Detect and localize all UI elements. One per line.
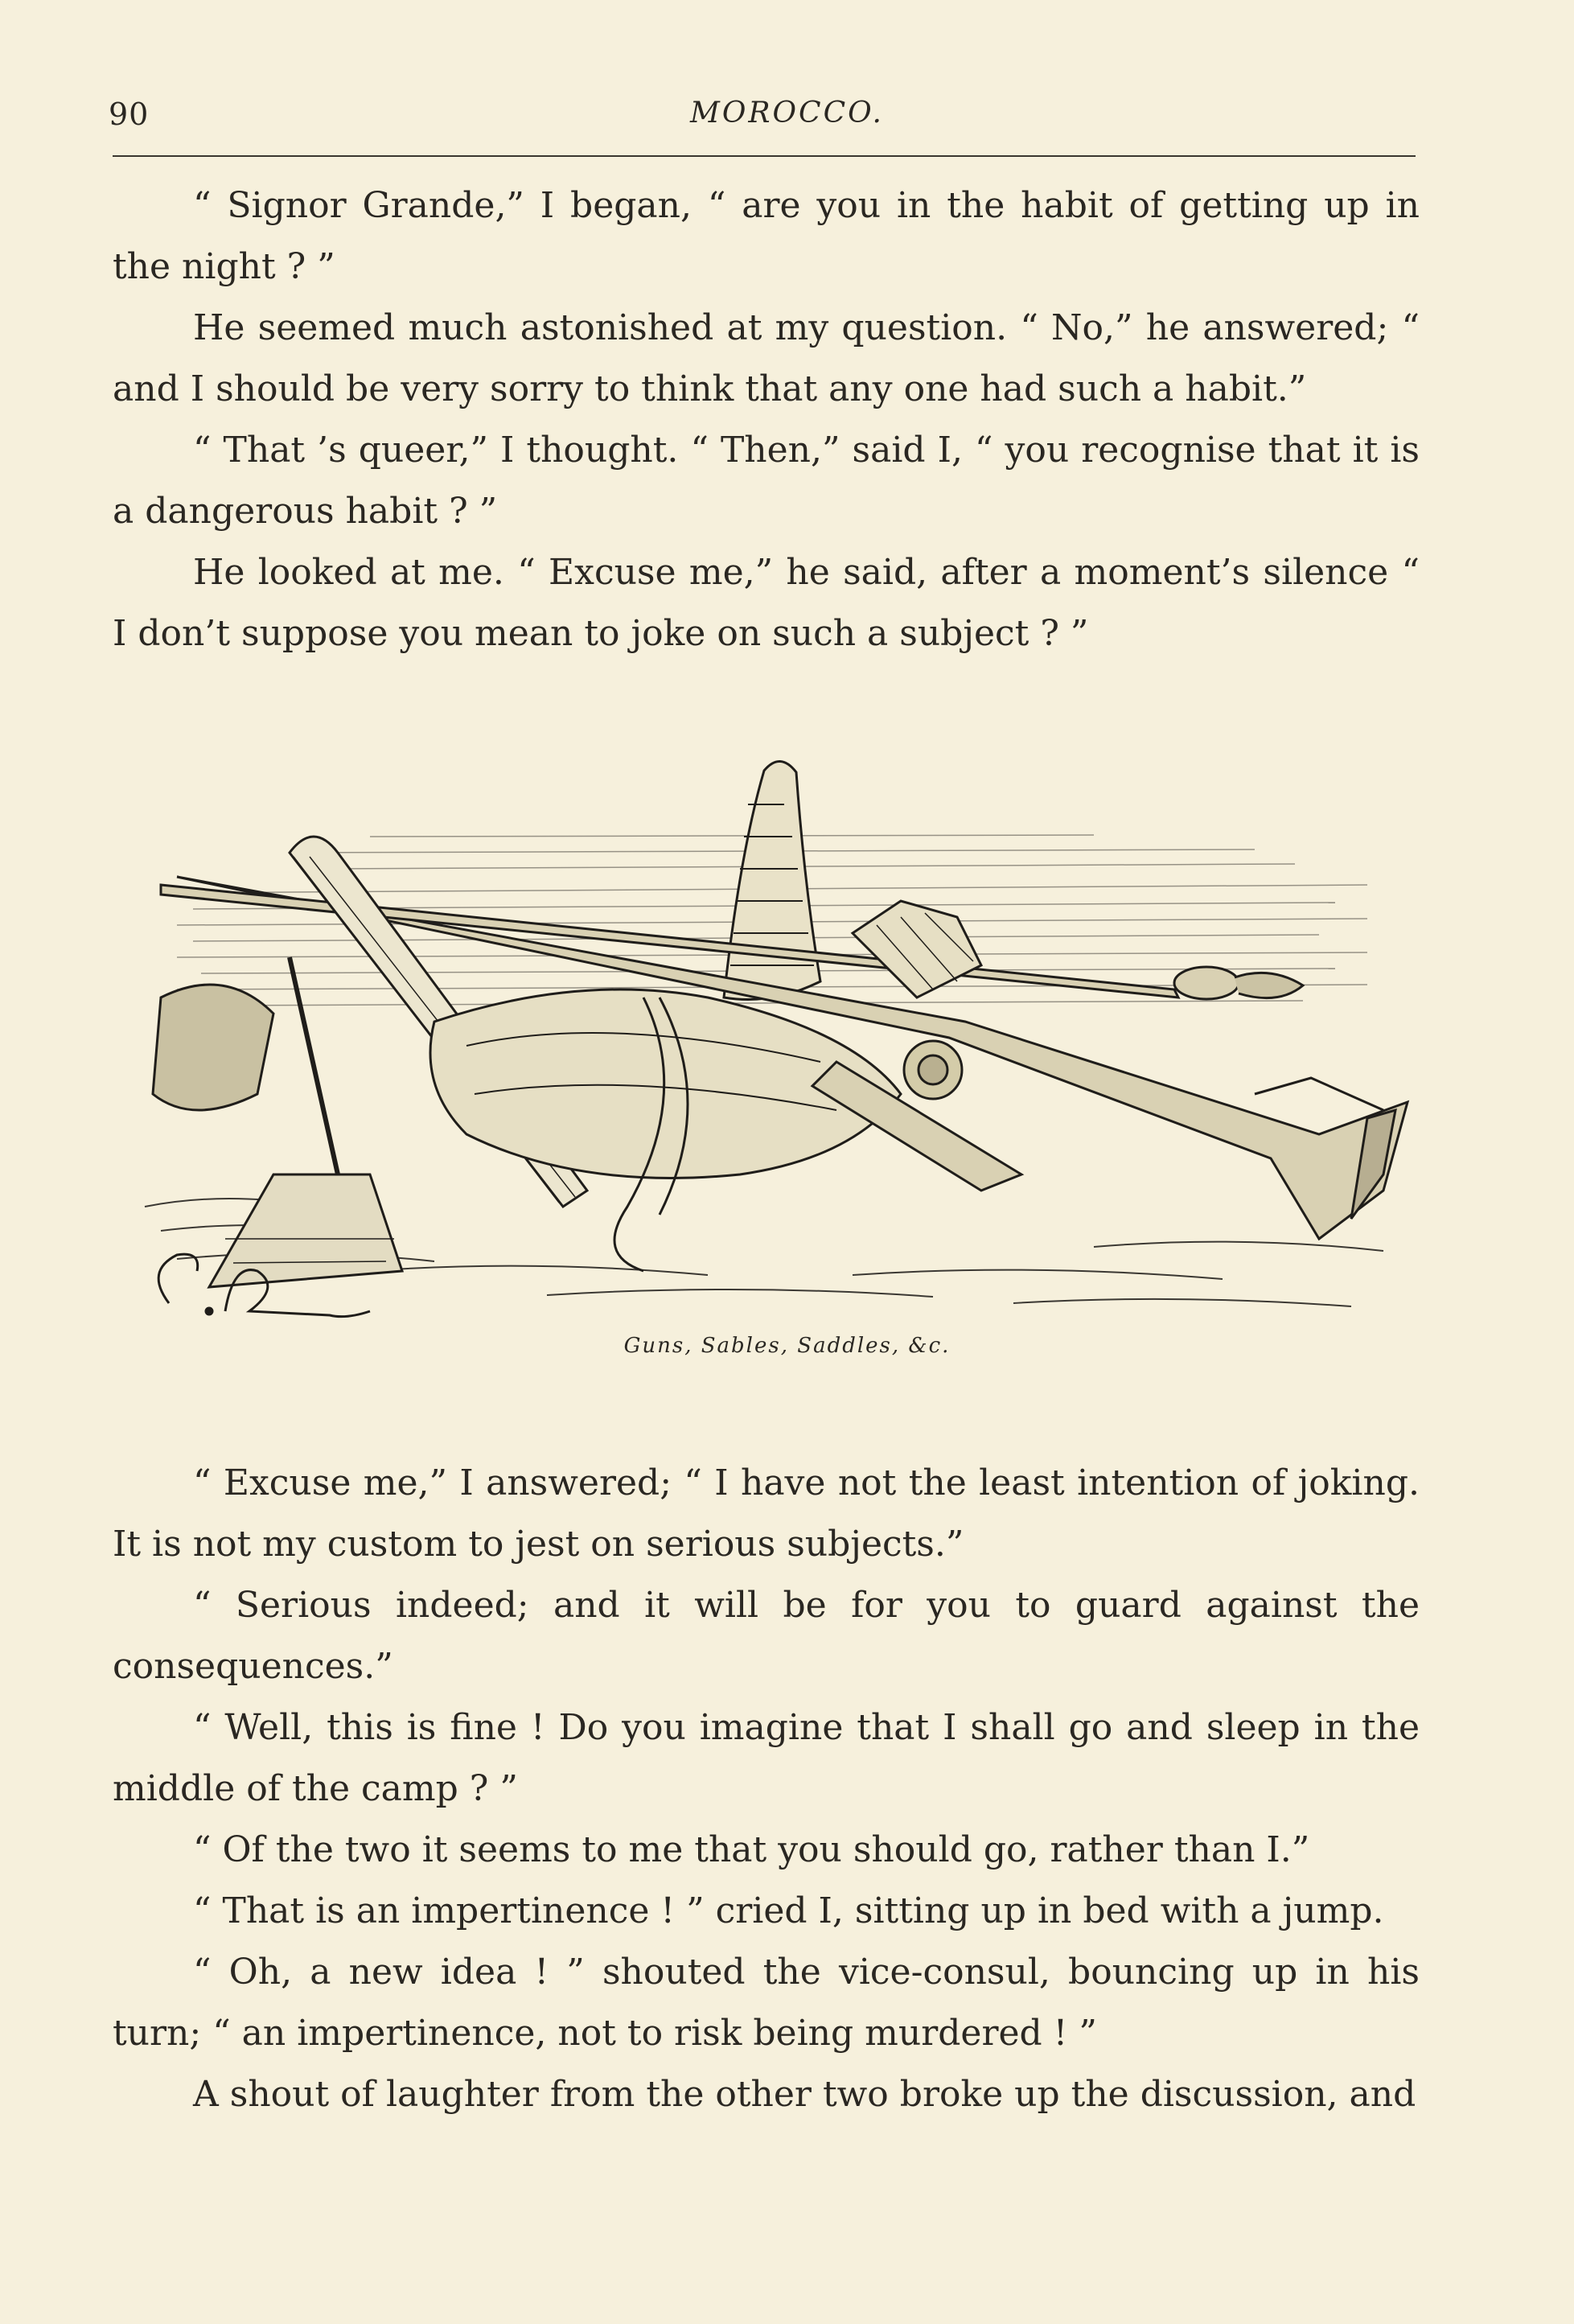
paragraph: A shout of laughter from the other two broke up the discussion, and	[193, 2074, 1416, 2115]
body-text-top	[113, 175, 1420, 664]
paragraph: “ Serious indeed; and it will be for you to guard against the consequences.”	[113, 1585, 1420, 1687]
paragraph: “ Signor Grande,” I began, “ are you in the habit of getting up in the night ? ”	[113, 185, 1420, 287]
paragraph: “ Well, this is fine ! Do you imagine that I shall go and sleep in the middle of the camp ? ”	[113, 1707, 1420, 1809]
paragraph: “ Oh, a new idea ! ” shouted the vice-consul, bouncing up in his turn; “ an impertinence, not to risk being murdered ! ”	[113, 1952, 1420, 2054]
paragraph: “ That ’s queer,” I thought. “ Then,” said I, “ you recognise that it is a dangerous habit ? ”	[113, 430, 1420, 532]
page-number: 90	[109, 97, 150, 132]
body-text-bottom	[113, 1453, 1420, 2125]
header-rule	[113, 155, 1416, 157]
running-head: MOROCCO.	[690, 97, 884, 130]
saddle-horn	[724, 761, 820, 999]
illustration-caption: Guns, Sables, Saddles, &c.	[623, 1334, 951, 1358]
engraving-illustration	[129, 756, 1416, 1335]
paragraph: “ Of the two it seems to me that you should go, rather than I.”	[193, 1829, 1310, 1870]
paragraph: “ That is an impertinence ! ” cried I, sitting up in bed with a jump.	[193, 1890, 1384, 1931]
paragraph: He seemed much astonished at my question. “ No,” he answered; “ and I should be very sorry to think that any one had such a habit.”	[113, 307, 1420, 409]
paragraph: “ Excuse me,” I answered; “ I have not the least intention of joking. It is not my custom to jest on serious subjects.”	[113, 1462, 1420, 1565]
paragraph: He looked at me. “ Excuse me,” he said, after a moment’s silence “ I don’t suppose you mean to joke on such a subject ? ”	[113, 552, 1420, 654]
